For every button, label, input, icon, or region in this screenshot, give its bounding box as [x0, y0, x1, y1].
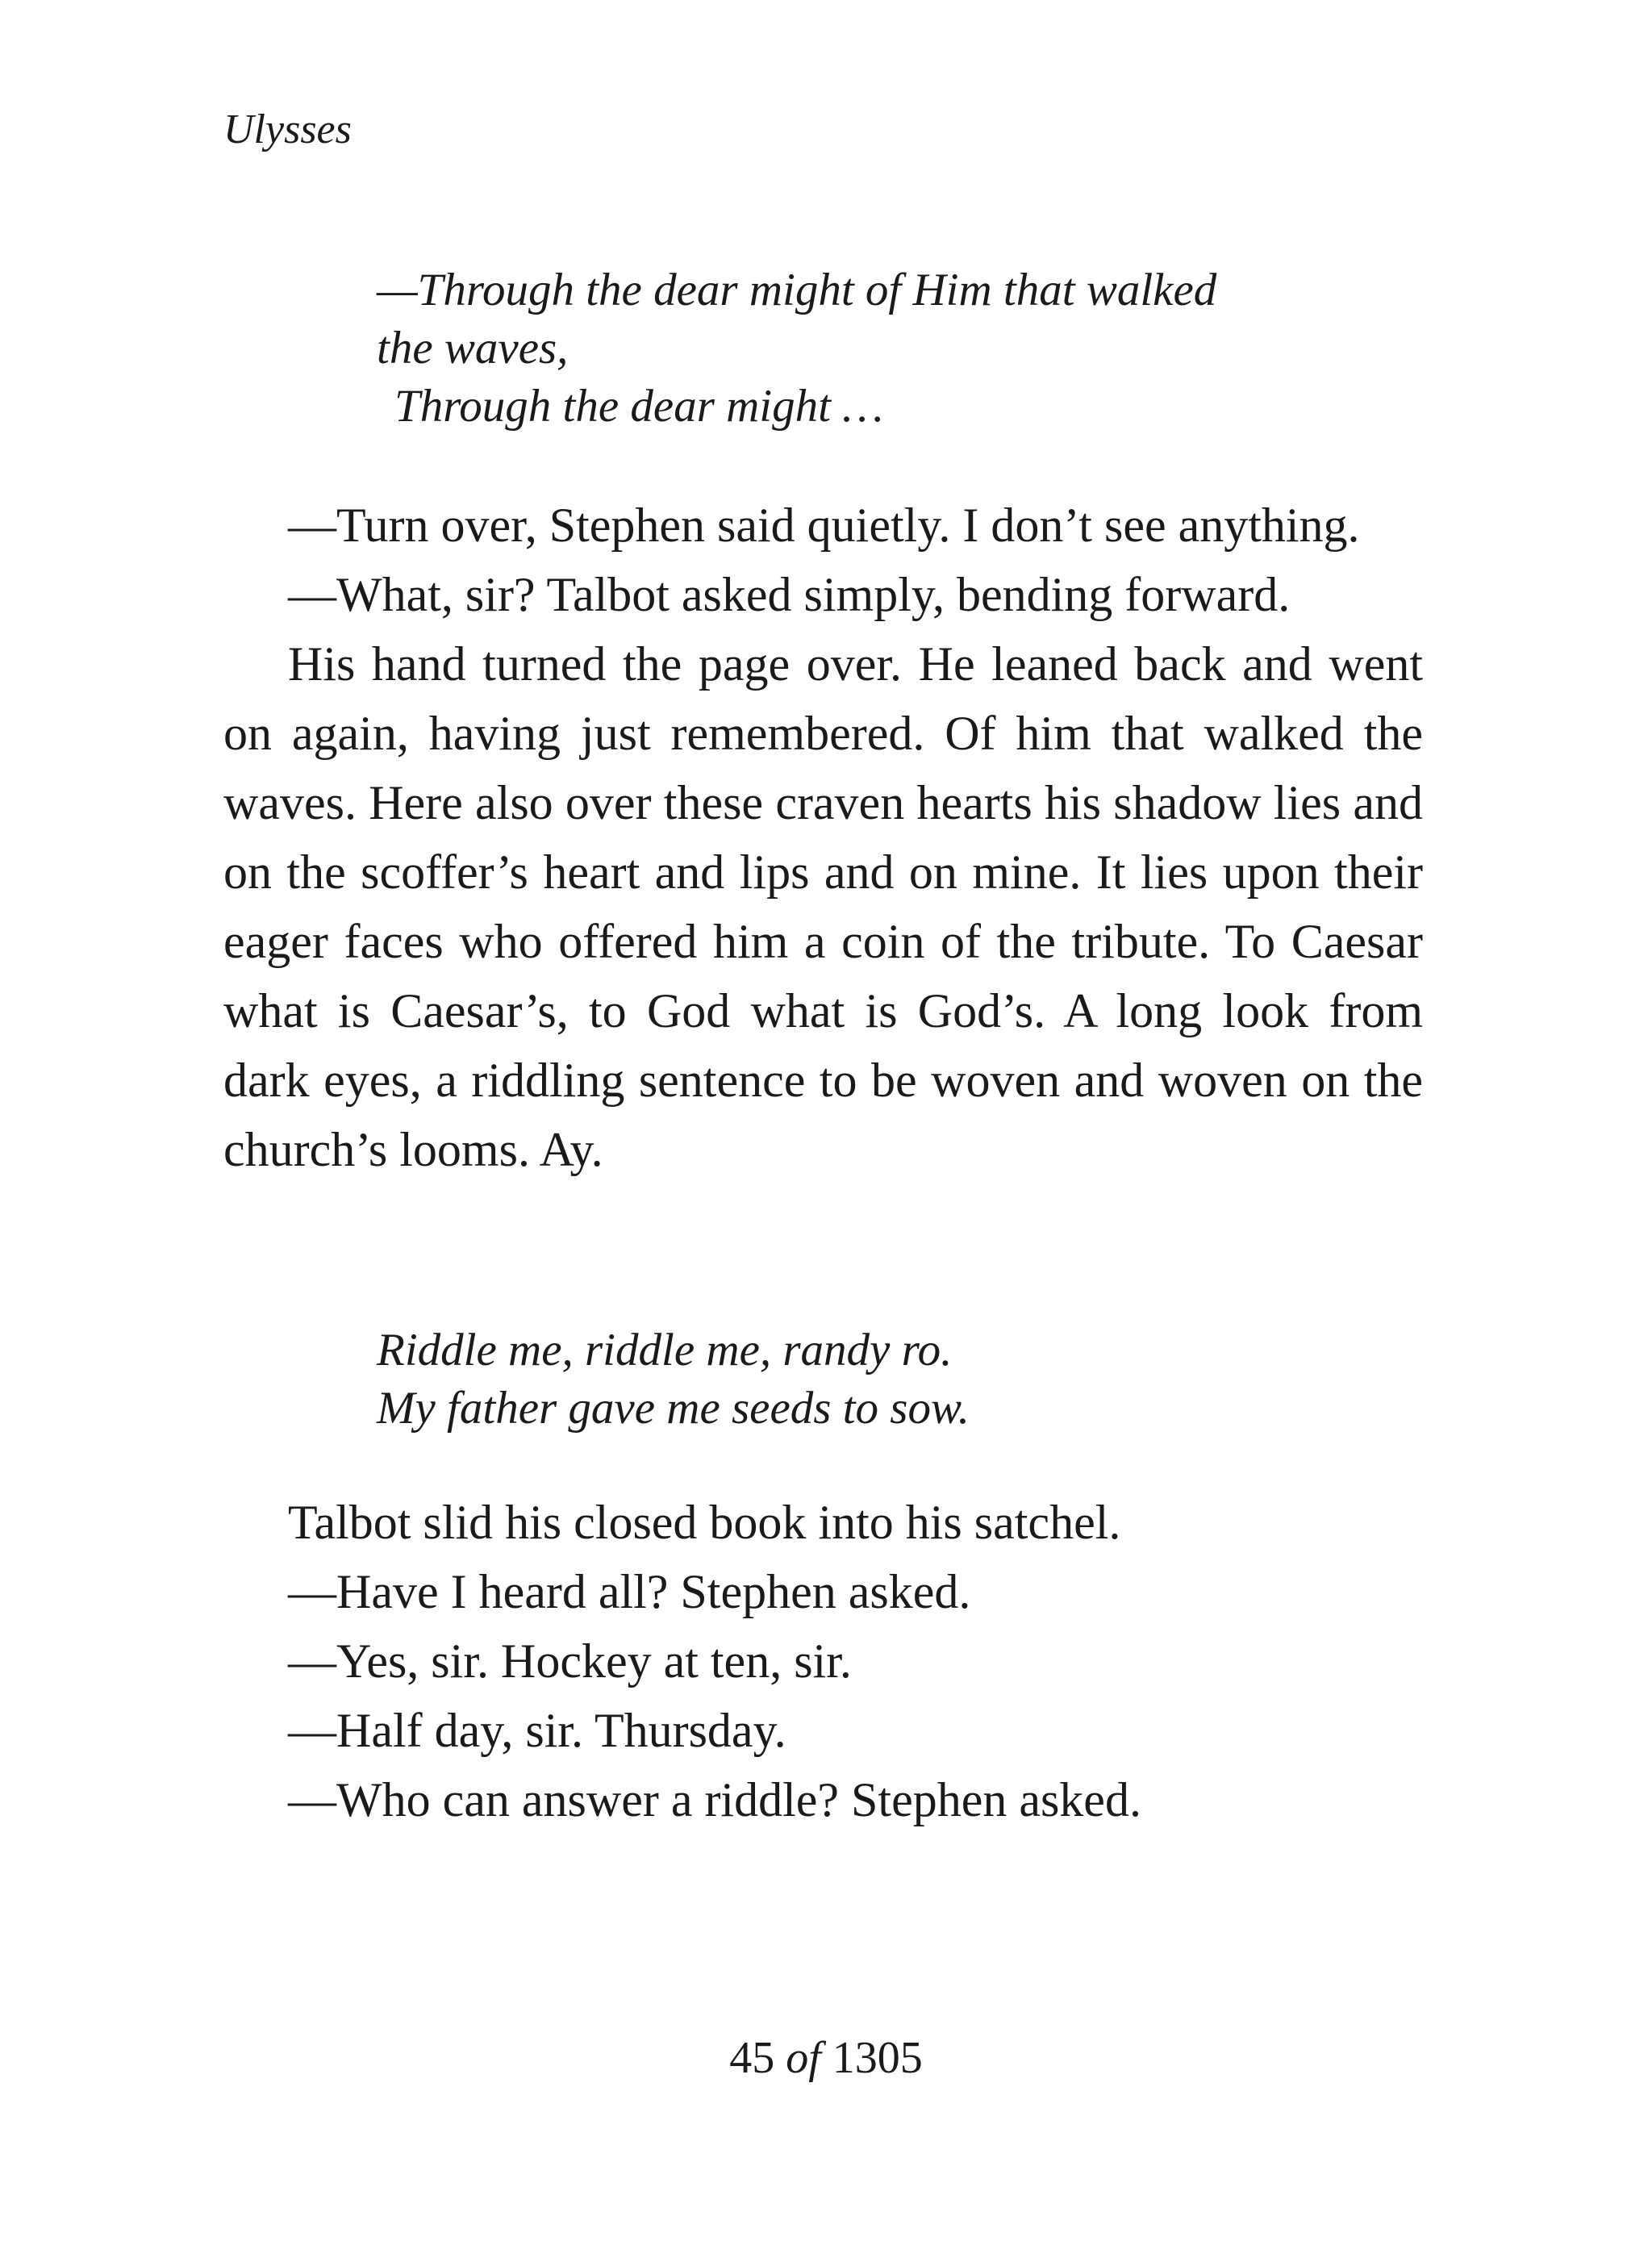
paragraph: —What, sir? Talbot asked simply, bending forward.: [288, 568, 1291, 621]
running-head: Ulysses: [223, 106, 352, 152]
paragraph: —Turn over, Stephen said quietly. I don’t see anything.: [288, 499, 1360, 552]
page-number-of: of: [786, 2033, 821, 2083]
page-number: [0, 2031, 1652, 2085]
verse-line: the waves,: [377, 323, 569, 374]
current-page: 45: [729, 2033, 775, 2083]
paragraph: His hand turned the page over. He leaned back and went on again, having just remembered. Of him that walked the waves. Here also over these craven hearts his shadow lies and on the scoffer’s heart and lips and on mine. It lies upon their eager faces who offered him a coin of the tribute. To Caesar what is Caesar’s, to God what is God’s. A long look from dark eyes, a riddling sentence to be woven and woven on the church’s looms. Ay.: [223, 637, 1423, 1176]
verse-line: Riddle me, riddle me, randy ro.: [377, 1325, 953, 1375]
verse-block: [377, 261, 1216, 436]
paragraph: —Yes, sir. Hockey at ten, sir.: [288, 1634, 852, 1688]
paragraph: —Half day, sir. Thursday.: [288, 1704, 786, 1757]
verse-line: My father gave me seeds to sow.: [377, 1383, 970, 1434]
verse-line: Through the dear might …: [394, 381, 883, 432]
paragraph: —Who can answer a riddle? Stephen asked.: [288, 1773, 1141, 1826]
prose-block: [223, 1488, 1423, 1835]
paragraph: Talbot slid his closed book into his satchel.: [288, 1496, 1121, 1549]
prose-block: [223, 490, 1423, 1184]
paragraph: —Have I heard all? Stephen asked.: [288, 1565, 971, 1618]
total-pages: 1305: [832, 2033, 923, 2083]
verse-line: —Through the dear might of Him that walked: [377, 265, 1217, 315]
verse-block: [377, 1321, 970, 1438]
